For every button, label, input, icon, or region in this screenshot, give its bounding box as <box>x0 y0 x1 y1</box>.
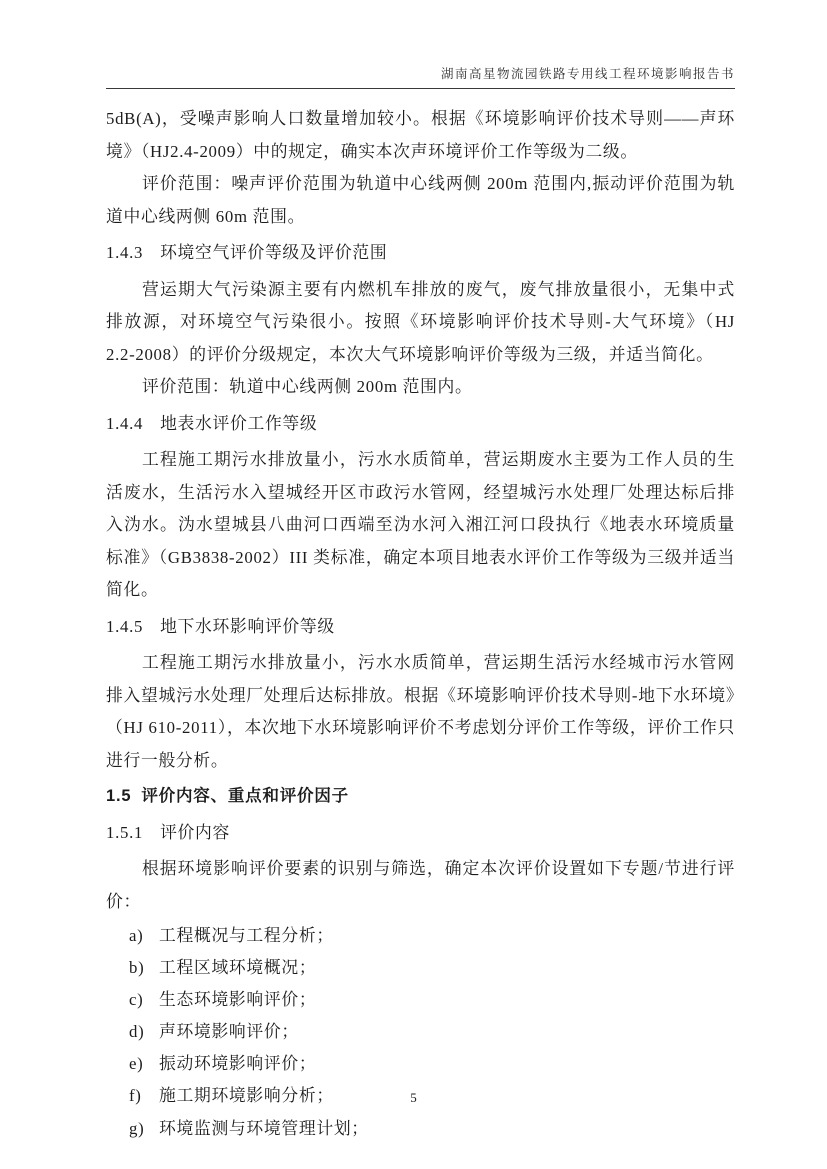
para-air-quality-grade: 营运期大气污染源主要有内燃机车排放的废气，废气排放量很小，无集中式排放源，对环境空气污染很小。按照《环境影响评价技术导则-大气环境》（HJ 2.2-2008）的评价分级规定，本次大气环境影响评价等级为三级，并适当简化。 <box>106 279 735 364</box>
list-item-marker: c) <box>129 990 144 1010</box>
list-item-marker: a) <box>129 926 144 945</box>
page-body <box>106 96 735 1145</box>
heading-1-5-1 <box>106 817 735 850</box>
page-number: 5 <box>410 1090 417 1105</box>
list-item-text: 工程区域环境概况； <box>159 958 317 978</box>
para-surface-water-grade: 工程施工期污水排放量小，污水水质简单，营运期废水主要为工作人员的生活废水，生活污水入望城经开区市政污水管网，经望城污水处理厂处理达标后排入沩水。沩水望城县八曲河口西端至沩水河入湘江河口段执行《地表水环境质量标准》（GB3838-2002）III 类标准，确定本项目地表水评价工作等级为三级并适当简化。 <box>106 450 735 599</box>
list-item <box>129 952 735 984</box>
list-item <box>129 920 735 952</box>
heading-1-5-1-title: 评价内容 <box>160 822 230 842</box>
para-noise-eval-scope: 评价范围：噪声评价范围为轨道中心线两侧 200m 范围内,振动评价范围为轨道中心线两侧 60m 范围。 <box>106 174 735 226</box>
list-item-marker: g) <box>129 1118 145 1138</box>
heading-1-5-1-number: 1.5.1 <box>106 822 144 842</box>
list-item-marker: d) <box>129 1022 145 1042</box>
para-groundwater-grade: 工程施工期污水排放量小，污水水质简单，营运期生活污水经城市污水管网排入望城污水处理厂处理后达标排放。根据《环境影响评价技术导则-地下水环境》（HJ 610-2011），本次地下水环境影响评价不考虑划分评价工作等级，评价工作只进行一般分析。 <box>106 653 735 770</box>
running-header-title: 湖南高星物流园铁路专用线工程环境影响报告书 <box>106 64 735 89</box>
heading-1-4-3-title: 环境空气评价等级及评价范围 <box>160 243 388 262</box>
list-item-text: 振动环境影响评价； <box>159 1054 317 1074</box>
list-item <box>129 1048 735 1080</box>
list-item-text: 声环境影响评价； <box>159 1022 299 1042</box>
heading-1-4-4 <box>106 408 735 441</box>
list-item-marker: f) <box>129 1086 142 1106</box>
heading-1-4-3-number: 1.4.3 <box>106 243 144 262</box>
list-item-text: 工程概况与工程分析； <box>159 926 334 945</box>
para-eval-content-intro: 根据环境影响评价要素的识别与筛选，确定本次评价设置如下专题/节进行评价： <box>106 859 735 911</box>
eval-topic-list <box>106 920 735 1145</box>
list-item-marker: b) <box>129 958 145 978</box>
list-item-text: 环境监测与环境管理计划； <box>159 1118 369 1138</box>
list-item <box>129 1113 735 1145</box>
heading-1-4-4-title: 地表水评价工作等级 <box>160 413 318 433</box>
heading-1-4-5-number: 1.4.5 <box>106 616 144 636</box>
heading-1-4-5-title: 地下水环影响评价等级 <box>160 616 335 636</box>
para-air-eval-scope: 评价范围：轨道中心线两侧 200m 范围内。 <box>142 377 473 396</box>
heading-1-4-3 <box>106 237 735 270</box>
heading-1-5-title: 评价内容、重点和评价因子 <box>141 787 349 805</box>
heading-1-4-5 <box>106 611 735 644</box>
list-item-marker: e) <box>129 1054 144 1074</box>
list-item-text: 生态环境影响评价； <box>159 990 317 1010</box>
list-item <box>129 984 735 1016</box>
heading-1-5-number: 1.5 <box>106 787 132 805</box>
heading-1-4-4-number: 1.4.4 <box>106 413 144 433</box>
list-item-text: 施工期环境影响分析； <box>159 1086 334 1106</box>
list-item <box>129 1016 735 1048</box>
heading-1-5 <box>106 780 735 813</box>
para-noise-grade-continued: 5dB(A)，受噪声影响人口数量增加较小。根据《环境影响评价技术导则——声环境》（HJ2.4-2009）中的规定，确实本次声环境评价工作等级为二级。 <box>106 109 735 161</box>
